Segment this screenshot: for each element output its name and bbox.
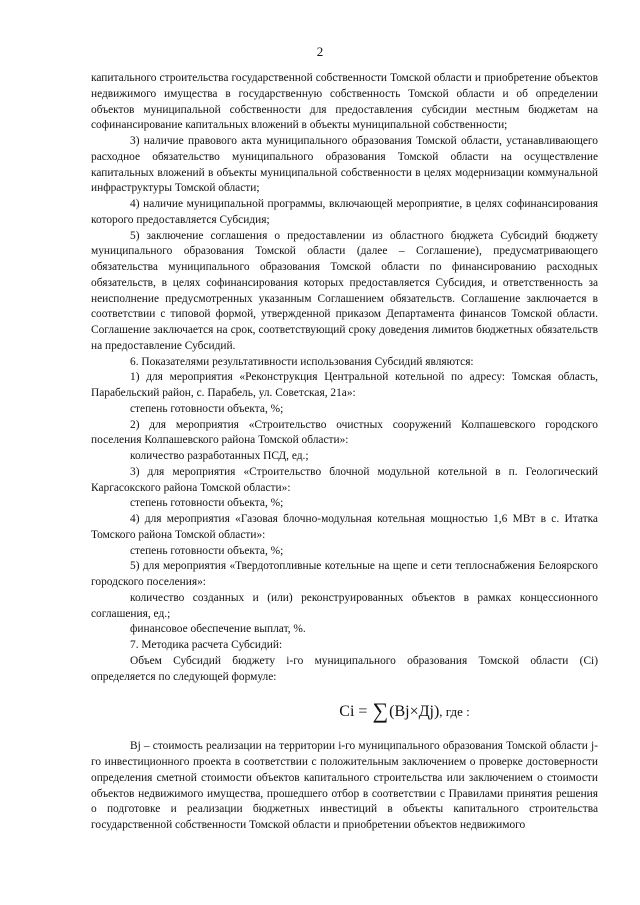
paragraph: 3) для мероприятия «Строительство блочной модульной котельной в п. Геологический Каргасокского района Томской области»:: [91, 465, 598, 494]
page-number: 2: [316, 44, 324, 59]
paragraph: 1) для мероприятия «Реконструкция Центральной котельной по адресу: Томская область, Парабельский район, с. Парабель, ул. Советская, 21а»:: [91, 371, 598, 399]
formula-rhs: (Bj×Дj): [389, 703, 440, 721]
formula-equals: =: [358, 703, 368, 721]
paragraph: количество разработанных ПСД, ед.;: [130, 450, 309, 462]
paragraph: 5) для мероприятия «Твердотопливные котельные на щепе и сети теплоснабжения Белоярского городского поселения»:: [91, 560, 598, 588]
paragraph: Bj – стоимость реализации на территории i-го муниципального образования Томской области j-го инвестиционного проекта в соответствии с положительным заключением о проверке достоверности определения сметной стоимости объектов капитального строительства или заключением о стоимости объектов недвижимого имущества, прошедшего отбор в соответствии с Правилами принятия решения о подготовке и реализации бюджетных инвестиций в объекты капитального строительства государственной собственности Томской области и приобретении объектов недвижимого: [91, 740, 598, 831]
paragraph: 6. Показателями результативности использования Субсидий являются:: [130, 355, 474, 368]
paragraph: степень готовности объекта, %;: [130, 544, 284, 557]
paragraph: 3) наличие правового акта муниципального образования Томской области, устанавливающего расходное обязательство муниципального образования Томской области на осуществление капитальных вложений в объекты муниципальной собственности в целях модернизации коммунальной инфраструктуры Томской области;: [91, 135, 598, 195]
paragraph: 2) для мероприятия «Строительство очистных сооружений Колпашевского городского поселения Колпашевского района Томской области»:: [91, 418, 598, 447]
paragraph: 7. Методика расчета Субсидий:: [130, 639, 283, 651]
paragraph: степень готовности объекта, %;: [130, 402, 284, 415]
sum-symbol: ∑: [372, 698, 389, 724]
document-body: [91, 71, 598, 834]
paragraph: 4) наличие муниципальной программы, включающей мероприятие, в целях софинансирования которого предоставляется Субсидия;: [91, 198, 598, 226]
paragraph: количество созданных и (или) реконструированных объектов в рамках концессионного соглашения, ед.;: [91, 591, 598, 620]
paragraph: 5) заключение соглашения о предоставлении из областного бюджета Субсидий бюджету муниципального образования Томской области (далее – Соглашение), предусматривающего обязательства муниципального образования Томской области по финансированию расходных обязательств, в целях софинансирования которых предоставляется Субсидия, и ответственность за неисполнение предусмотренных указанным Соглашением обязательств. Соглашение заключается в соответствии с типовой формой, утвержденной приказом Департамента финансов Томской области. Соглашение заключается на срок, соответствующий сроку доведения лимитов бюджетных обязательств на предоставление Субсидий.: [91, 229, 598, 352]
paragraph: степень готовности объекта, %;: [130, 497, 284, 510]
formula-lhs: Ci: [339, 703, 355, 721]
paragraph: капитального строительства государственной собственности Томской области и приобретение объектов недвижимого имущества в государственную собственность Томской области и об определении объектов муниципальной собственности для предоставления субсидии местным бюджетам на софинансирование капитальных вложений в объекты муниципальной собственности;: [91, 72, 598, 132]
paragraph: 4) для мероприятия «Газовая блочно-модульная котельная мощностью 1,6 МВт в с. Итатка Томского района Томской области»:: [91, 513, 598, 541]
subsidy-formula: [91, 700, 598, 723]
formula-tail: , где :: [439, 704, 470, 720]
paragraph: финансовое обеспечение выплат, %.: [130, 623, 306, 636]
paragraph: Объем Субсидий бюджету i-го муниципального образования Томской области (Ci) определяется по следующей формуле:: [91, 654, 598, 683]
